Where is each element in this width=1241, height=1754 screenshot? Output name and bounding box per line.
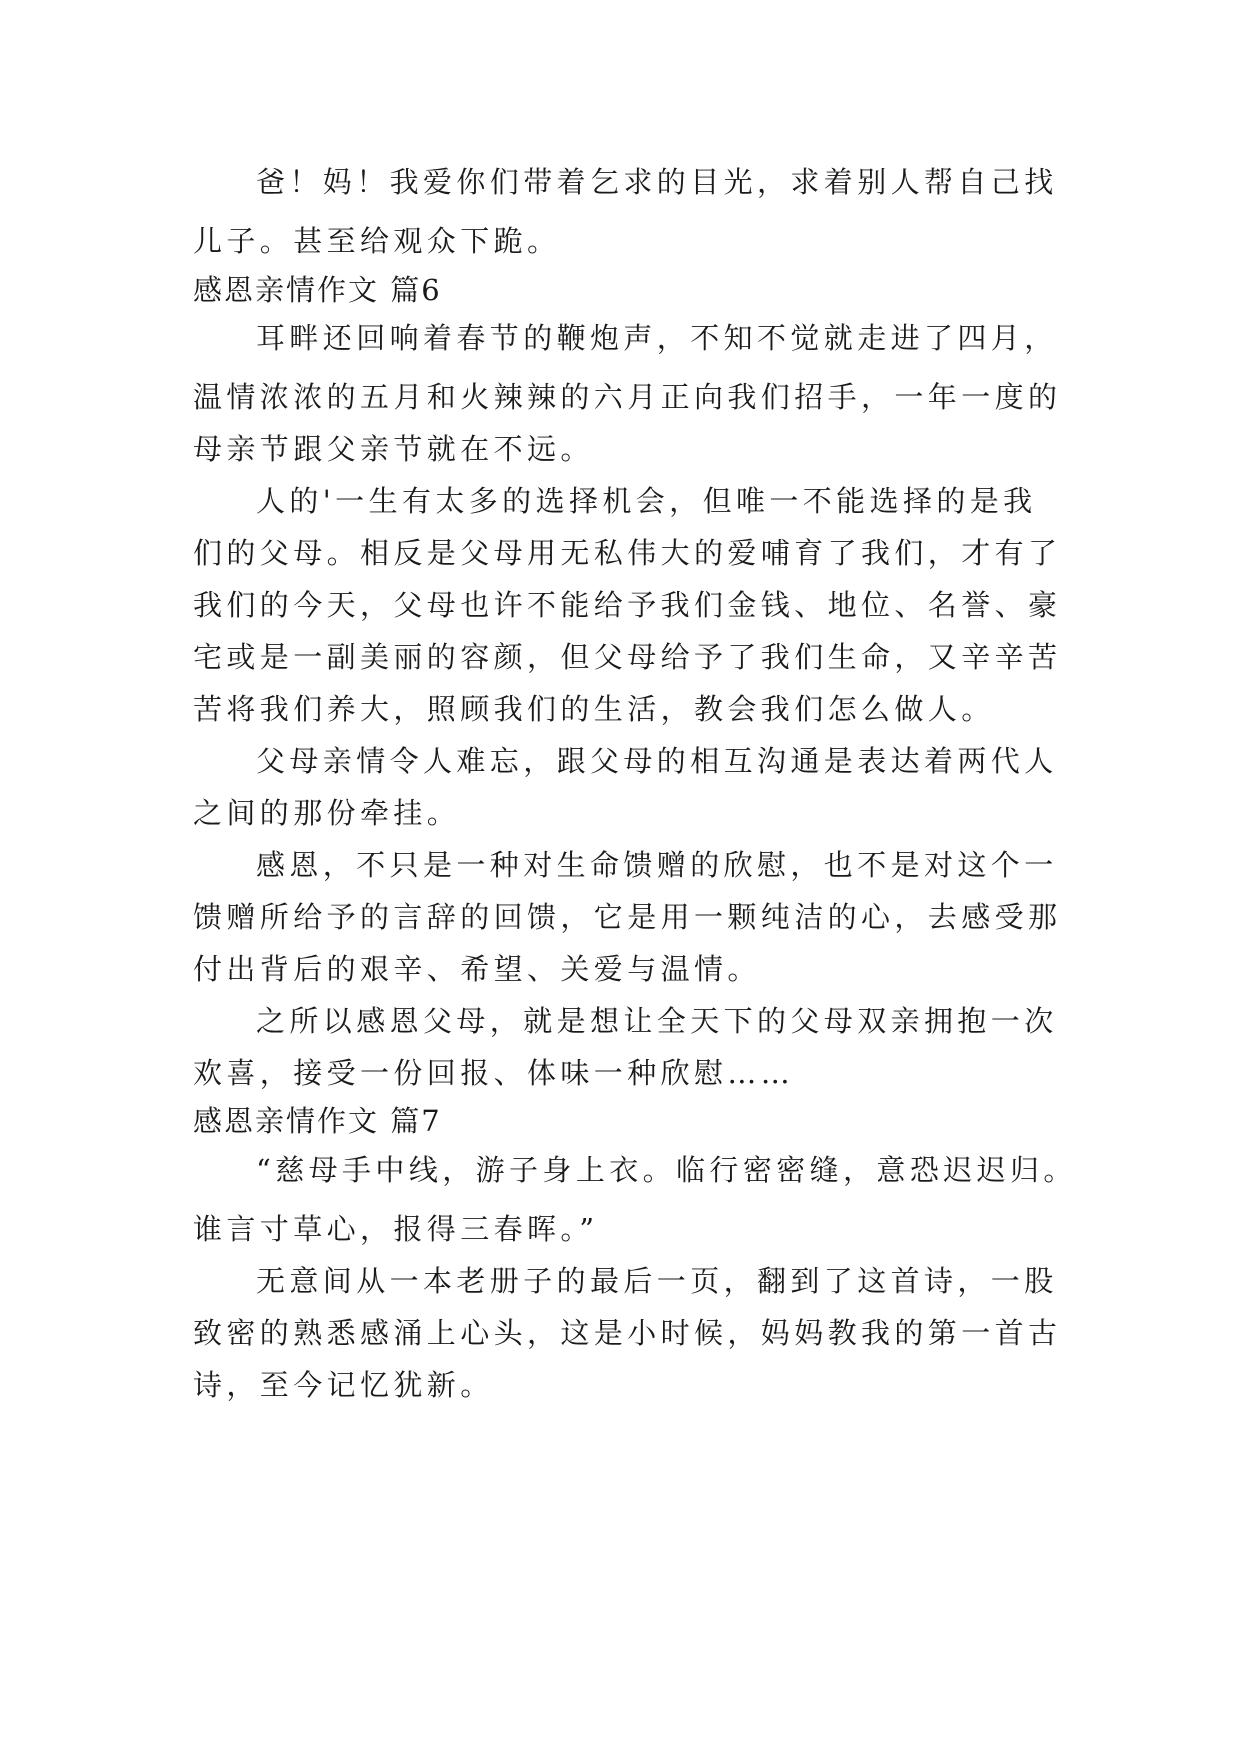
paragraph-line: 我们的今天，父母也许不能给予我们金钱、地位、名誉、豪 [193, 588, 1062, 622]
paragraph-line: 们的父母。相反是父母用无私伟大的爱哺育了我们，才有了 [193, 536, 1062, 570]
section-heading: 感恩亲情作文 篇6 [193, 273, 442, 307]
paragraph-line: 人的'一生有太多的选择机会，但唯一不能选择的是我 [256, 484, 1037, 518]
paragraph-line: 宅或是一副美丽的容颜，但父母给予了我们生命，又辛辛苦 [193, 640, 1062, 674]
paragraph-line: 诗，至今记忆犹新。 [193, 1368, 494, 1402]
paragraph-line: 母亲节跟父亲节就在不远。 [193, 432, 594, 466]
paragraph-line: 无意间从一本老册子的最后一页，翻到了这首诗，一股 [256, 1264, 1058, 1298]
paragraph-line: 感恩，不只是一种对生命馈赠的欣慰，也不是对这个一 [256, 848, 1058, 882]
paragraph-line: 爸！妈！我爱你们带着乞求的目光，求着别人帮自己找 [256, 165, 1058, 199]
paragraph-line: 欢喜，接受一份回报、体味一种欣慰…… [193, 1056, 795, 1090]
paragraph-line: 馈赠所给予的言辞的回馈，它是用一颗纯洁的心，去感受那 [193, 900, 1062, 934]
paragraph-line: “慈母手中线，游子身上衣。临行密密缝，意恐迟迟归。 [256, 1153, 1077, 1187]
paragraph-line: 谁言寸草心，报得三春晖。” [193, 1212, 599, 1246]
paragraph-line: 致密的熟悉感涌上心头，这是小时候，妈妈教我的第一首古 [193, 1316, 1062, 1350]
paragraph-line: 儿子。甚至给观众下跪。 [193, 224, 561, 258]
paragraph-line: 之间的那份牵挂。 [193, 796, 461, 830]
paragraph-line: 温情浓浓的五月和火辣辣的六月正向我们招手，一年一度的 [193, 380, 1062, 414]
paragraph-line: 苦将我们养大，照顾我们的生活，教会我们怎么做人。 [193, 692, 995, 726]
paragraph-line: 父母亲情令人难忘，跟父母的相互沟通是表达着两代人 [256, 744, 1058, 778]
paragraph-line: 付出背后的艰辛、希望、关爱与温情。 [193, 952, 761, 986]
paragraph-line: 之所以感恩父母，就是想让全天下的父母双亲拥抱一次 [256, 1004, 1058, 1038]
paragraph-line: 耳畔还回响着春节的鞭炮声，不知不觉就走进了四月， [256, 321, 1058, 355]
section-heading: 感恩亲情作文 篇7 [193, 1104, 442, 1138]
